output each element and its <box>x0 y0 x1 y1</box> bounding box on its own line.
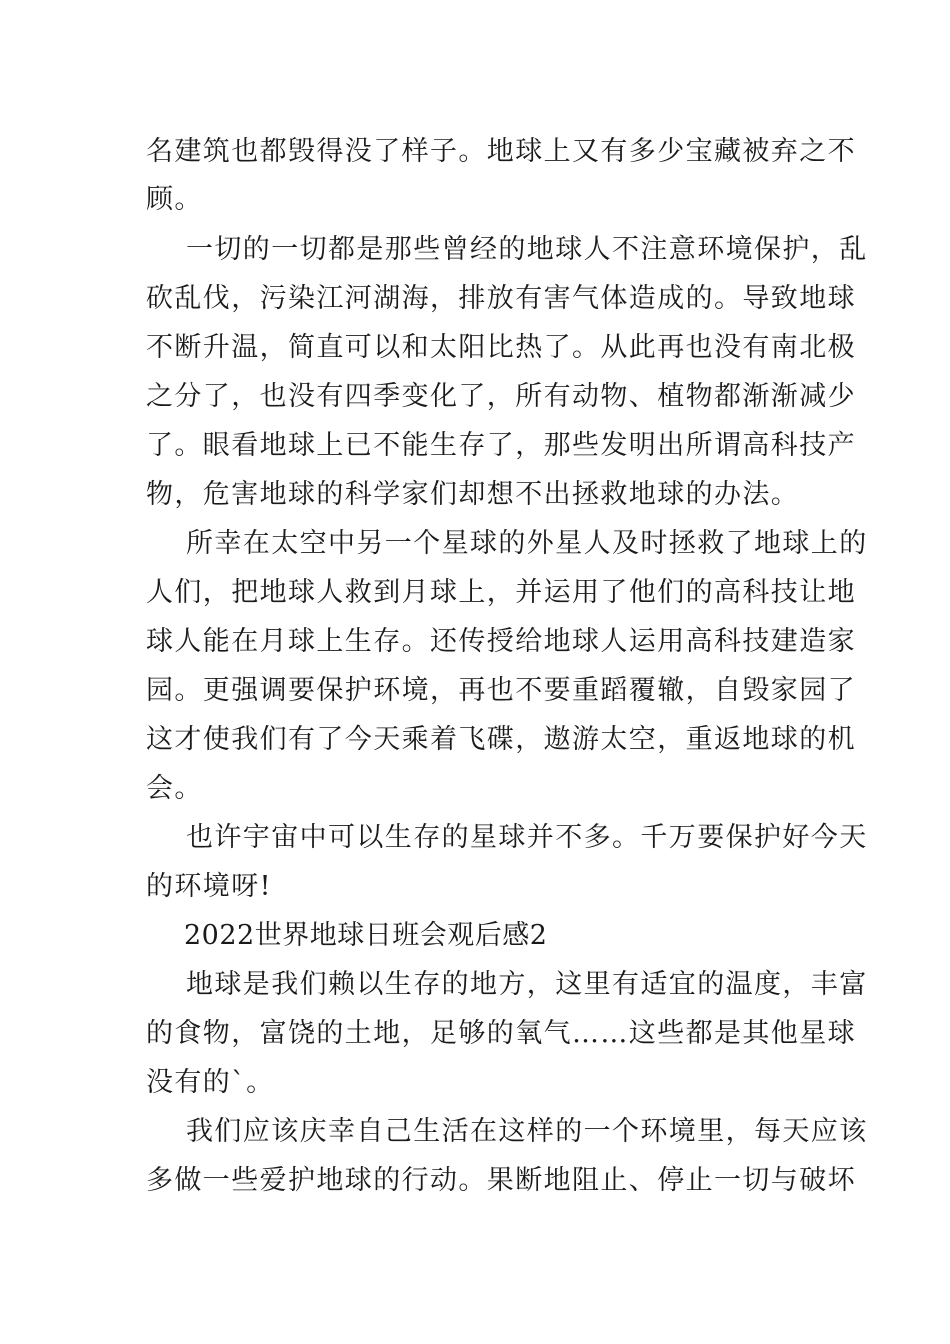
paragraph-first-line: 一切的一切都是那些曾经的地球人不注意环境保护，乱 <box>186 234 868 265</box>
text-line: 了。眼看地球上已不能生存了，那些发明出所谓高科技产 <box>146 430 856 461</box>
paragraph-first-line: 我们应该庆幸自己生活在这样的一个环境里，每天应该 <box>186 1116 868 1147</box>
text-line: 不断升温，简直可以和太阳比热了。从此再也没有南北极 <box>146 332 856 363</box>
paragraph-first-line: 地球是我们赖以生存的地方，这里有适宜的温度，丰富 <box>186 969 868 1000</box>
text-line: 这才使我们有了今天乘着飞碟，遨游太空，重返地球的机 <box>146 724 856 755</box>
text-line: 砍乱伐，污染江河湖海，排放有害气体造成的。导致地球 <box>146 283 856 314</box>
text-line: 之分了，也没有四季变化了，所有动物、植物都渐渐减少 <box>146 381 856 412</box>
text-line: 名建筑也都毁得没了样子。地球上又有多少宝藏被弃之不 <box>146 136 856 167</box>
text-line: 物，危害地球的科学家们却想不出拯救地球的办法。 <box>146 479 800 510</box>
text-line: 人们，把地球人救到月球上，并运用了他们的高科技让地 <box>146 577 856 608</box>
text-line: 没有的`。 <box>146 1067 275 1098</box>
text-line: 多做一些爱护地球的行动。果断地阻止、停止一切与破坏 <box>146 1165 856 1196</box>
text-line: 的环境呀! <box>146 871 272 902</box>
paragraph-first-line: 也许宇宙中可以生存的星球并不多。千万要保护好今天 <box>186 822 868 853</box>
text-line: 球人能在月球上生存。还传授给地球人运用高科技建造家 <box>146 626 856 657</box>
section-heading: 2022世界地球日班会观后感2 <box>184 920 548 951</box>
text-line: 园。更强调要保护环境，再也不要重蹈覆辙，自毁家园了 <box>146 675 856 706</box>
text-line: 顾。 <box>146 184 203 215</box>
text-line: 会。 <box>146 773 203 804</box>
text-line: 的食物，富饶的土地，足够的氧气……这些都是其他星球 <box>146 1018 856 1049</box>
paragraph-first-line: 所幸在太空中另一个星球的外星人及时拯救了地球上的 <box>186 528 868 559</box>
